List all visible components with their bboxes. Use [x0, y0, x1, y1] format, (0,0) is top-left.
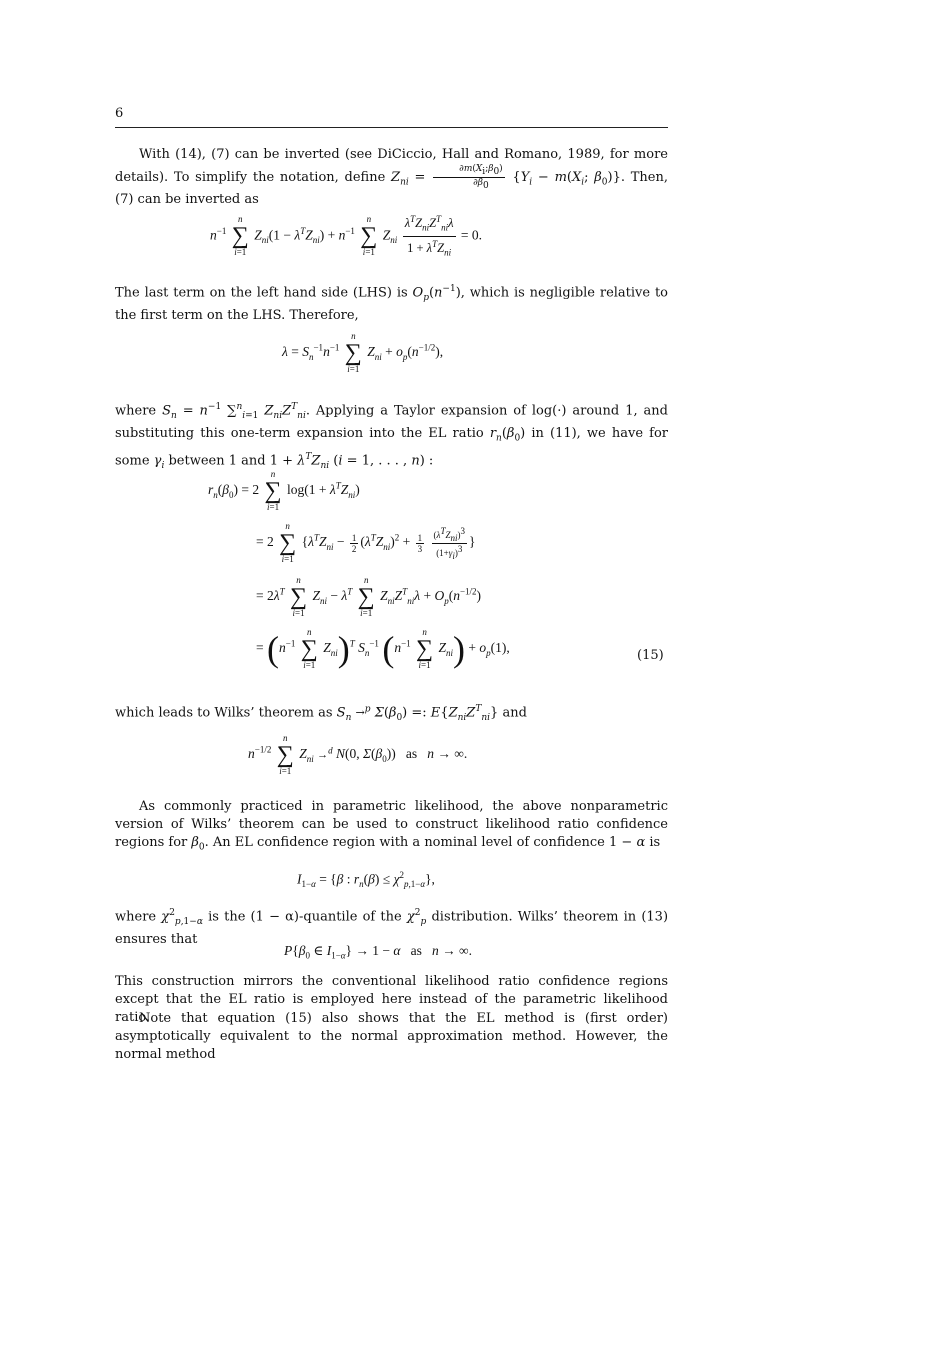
text-run: as: [410, 943, 422, 958]
paragraph-quantile: where $\chi^2_{p,1-\alpha}$ is the (1 − α)-quantile of the $\chi^2_p$ distribution. Wilks’ theorem in (13) ensures that: [115, 908, 669, 947]
header-rule: [115, 127, 668, 128]
equation-region: $I_{1-\alpha} = \{\beta$ : $r_n(\beta) \le \chi^2_{p,1-\alpha}$},: [297, 870, 435, 890]
paragraph-intro: With (14), (7) can be inverted (see DiCiccio, Hall and Romano, 1989, for more details). To simplify the notation, define $Z_{ni}$ = $\frac{\partial m(X_i;\beta_0)}{\partial\beta_0}$ {$Y_i - m(X_i$; $\beta_0$)}. Then, (7) can be inverted as: [115, 147, 668, 208]
text-run: As commonly practiced in parametric likelihood, the above nonparametric version of Wilks’ theorem can be used to construct likelihood ratio confidence regions for: [115, 799, 668, 850]
text-run: With (14), (7) can be inverted (see DiCiccio, Hall and Romano, 1989, for more details). To simplify the notation, define: [115, 147, 668, 185]
equation-number: (15): [637, 648, 664, 663]
paragraph-lhs: The last term on the left hand side (LHS) is $O_p(n^{-1})$, which is negligible relative to the first term on the LHS. Therefore,: [115, 284, 669, 323]
text-run: where: [115, 403, 157, 419]
text-run: where: [115, 909, 157, 925]
text-run: between 1 and: [168, 452, 266, 468]
text-run: and: [502, 705, 527, 721]
text-run: distribution. Wilks’ theorem in (13) ensures that: [115, 909, 669, 947]
page-number: 6: [115, 106, 124, 121]
equation-coverage: $P\{\beta_0$ ∈ $I_{1-\alpha}\} \to 1 - \alpha$ as n → ∞.: [284, 943, 472, 961]
text-run: , which is negligible relative to the first term on the LHS. Therefore,: [115, 285, 669, 323]
equation-clt: $n^{-1/2}$ n ∑ i=1 $Z_{ni} \to^d$ N(0, $\Sigma(\beta_0)$) as n → ∞.: [248, 733, 468, 776]
text-run: The last term on the left hand side (LHS) is: [115, 285, 408, 301]
text-run: as: [405, 746, 418, 762]
equation-lambda: $\lambda = S_n^{-1}n^{-1}$ n ∑ i=1 $Z_{ni} + o_p(n^{-1/2})$,: [282, 331, 444, 374]
text-run: in (11), we have for some: [115, 425, 668, 468]
text-run: is the (1 − α)-quantile of the: [208, 909, 402, 925]
paragraph-construction: This construction mirrors the conventional likelihood ratio confidence regions except that the EL ratio is employed here instead of the parametric likelihood ratio.: [115, 974, 668, 1025]
paragraph-taylor: where $S_n = n^{-1}$ ∑$^n_{i=1}$ $Z_{ni}Z^T_{ni}$. Applying a Taylor expansion of log(·) around 1, and substituting this one-term expansion into the EL ratio $r_n(\beta_0)$ in (11), we have for some $\gamma_i$ between 1 and $1 + \lambda^TZ_{ni}$ (i = 1, . . . , n) :: [115, 402, 668, 471]
text-run: is: [649, 835, 661, 850]
text-run: . Applying a Taylor expansion of log(·) around 1, and substituting this one-term expansion into the EL ratio: [115, 403, 668, 441]
text-run: . An EL confidence region with a nominal level of confidence: [204, 835, 605, 850]
equation-rn-line2: = 2 n ∑ i=1 {$\lambda^TZ_{ni}$ − $\frac{1}{2}$ $(\lambda^TZ_{ni})^2$ + $\frac{1}{3}$ $\frac{(\lambda^TZ_{ni})^3}{(1+\gamma_i)^3}$ }: [256, 521, 476, 564]
paragraph-normal: Note that equation (15) also shows that the EL method is (first order) asymptotically equivalent to the normal approximation method. However, the normal method: [115, 1011, 668, 1062]
text-run: :: [428, 452, 434, 468]
equation-rn-line4: = ($n^{-1}$ n ∑ i=1 $Z_{ni})^T$ $S_n^{-1}$ ($n^{-1}$ n ∑ i=1 $Z_{ni}) + o_p(1)$,: [256, 627, 510, 670]
fraction: $\frac{\partial m(X_i;\beta_0)}{\partial\beta_0}$: [433, 164, 505, 191]
equation-rn-line1: $r_n(\beta_0) = 2$ n ∑ i=1 $\log(1 + \lambda^TZ_{ni})$: [208, 469, 360, 512]
equation-inversion: $n^{-1}$ n ∑ i=1 $Z_{ni}(1 - \lambda^TZ_{ni}) + n^{-1}$ n ∑ i=1 $Z_{ni}$ $\frac{\lambda^TZ_{ni}Z^T_{ni}\lambda}{1 + \lambda^TZ_{ni}}$ = 0.: [210, 214, 482, 258]
paragraph-wilks: which leads to Wilks’ theorem as $S_n \to^p$ $\Sigma(\beta_0)$ =: $E\{Z_{ni}Z^T_{ni}\}$ and: [115, 704, 527, 723]
text-run: which leads to Wilks’ theorem as: [115, 705, 333, 721]
equation-rn-line3: = $2\lambda^T$ n ∑ i=1 $Z_{ni} - \lambda^T$ n ∑ i=1 $Z_{ni}Z^T_{ni}\lambda + O_p(n^{-1/2})$: [256, 575, 482, 618]
paragraph-confidence: As commonly practiced in parametric likelihood, the above nonparametric version of Wilks’ theorem can be used to construct likelihood ratio confidence regions for $\beta_0$. An EL confidence region with a nominal level of confidence 1 − α is: [115, 799, 668, 853]
text-run: . Then, (7) can be inverted as: [115, 169, 668, 208]
